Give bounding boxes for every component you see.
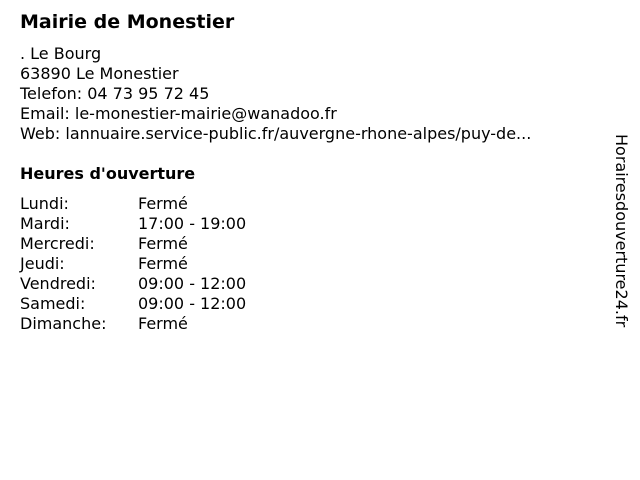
opening-hours-heading: Heures d'ouverture [20,164,196,183]
time-value: 09:00 - 12:00 [138,294,247,313]
street-line: . Le Bourg [20,44,102,63]
hours-row-sunday [20,314,610,334]
day-label: Mardi: [20,214,70,233]
phone-label: Telefon: [20,84,83,103]
hours-row-monday [20,194,610,214]
hours-row-tuesday [20,214,610,234]
day-label: Samedi: [20,294,86,313]
email-link[interactable]: le-monestier-mairie@wanadoo.fr [74,104,337,123]
brand-watermark [612,134,632,374]
page-title: Mairie de Monestier [20,11,235,33]
hours-row-saturday [20,294,610,314]
address-block [20,44,610,144]
hours-row-wednesday [20,234,610,254]
day-label: Mercredi: [20,234,95,253]
web-label: Web: [20,124,61,143]
hours-row-thursday [20,254,610,274]
web-link[interactable]: lannuaire.service-public.fr/auvergne-rhone-alpes/puy-de... [65,124,532,143]
time-value: 17:00 - 19:00 [138,214,247,233]
day-label: Dimanche: [20,314,107,333]
email-line [20,104,610,124]
opening-hours-table [20,194,610,334]
day-label: Jeudi: [20,254,65,273]
web-line [20,124,610,144]
time-value: Fermé [138,234,188,253]
time-value: Fermé [138,314,188,333]
phone-line [20,84,610,104]
time-value: 09:00 - 12:00 [138,274,247,293]
email-label: Email: [20,104,70,123]
day-label: Lundi: [20,194,69,213]
time-value: Fermé [138,254,188,273]
city-line: 63890 Le Monestier [20,64,179,83]
day-label: Vendredi: [20,274,96,293]
listing-card [20,10,610,334]
time-value: Fermé [138,194,188,213]
hours-row-friday [20,274,610,294]
brand-text: Horairesdouverture24.fr [612,134,631,328]
phone-value[interactable]: 04 73 95 72 45 [87,84,210,103]
